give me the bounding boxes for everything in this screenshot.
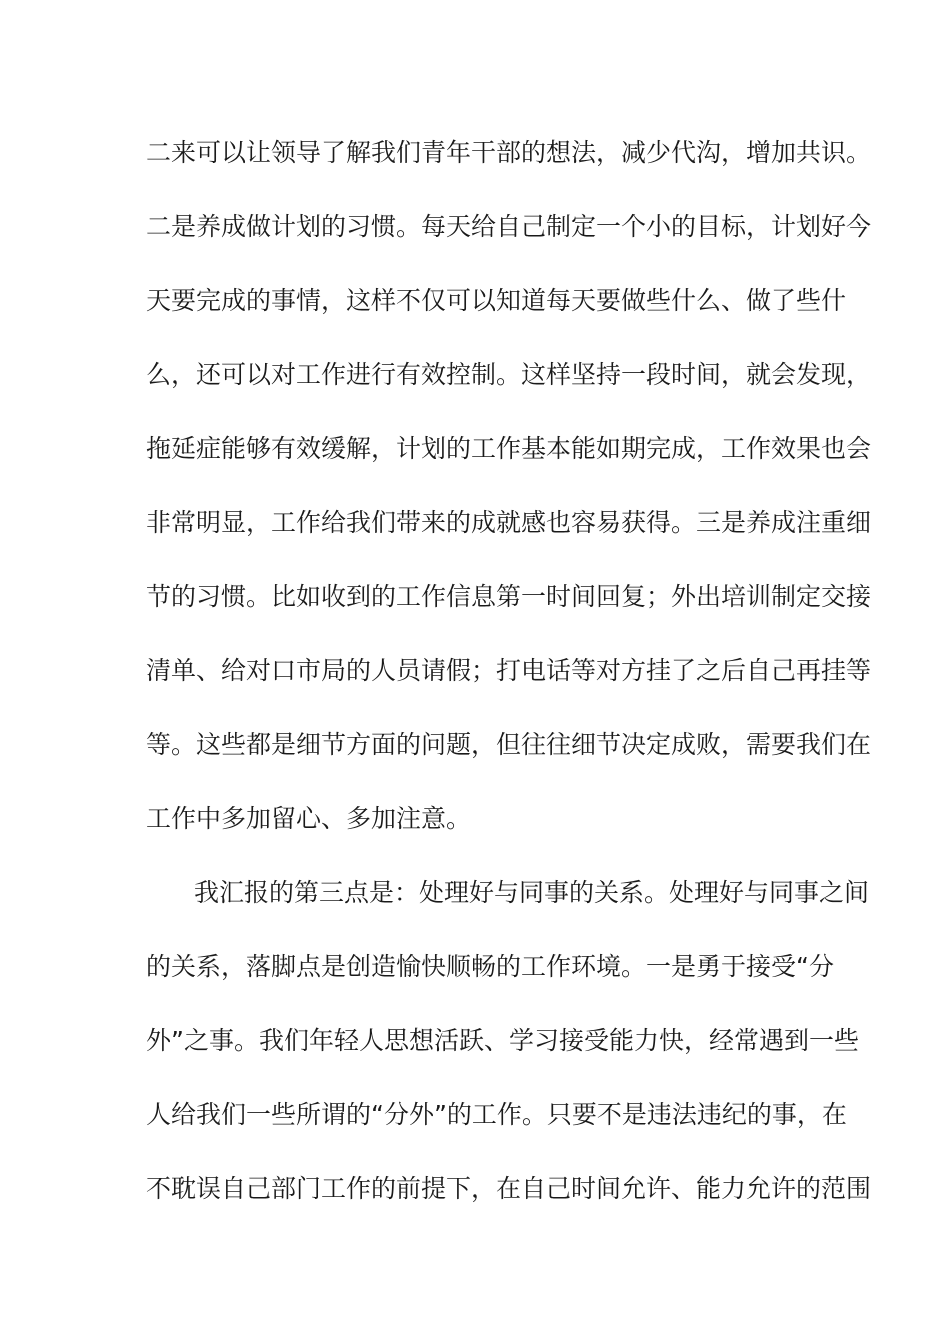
text-line: 节的习惯。比如收到的工作信息第一时间回复；外出培训制定交接	[146, 582, 872, 611]
text-line: 不耽误自己部门工作的前提下，在自己时间允许、能力允许的范围	[146, 1174, 872, 1203]
text-line: 工作中多加留心、多加注意。	[146, 804, 472, 833]
text-line: 二是养成做计划的习惯。每天给自己制定一个小的目标，计划好今	[146, 212, 872, 241]
text-line: 么，还可以对工作进行有效控制。这样坚持一段时间，就会发现，	[146, 360, 872, 389]
text-line: 清单、给对口市局的人员请假；打电话等对方挂了之后自己再挂等	[146, 656, 872, 685]
text-line: 天要完成的事情，这样不仅可以知道每天要做些什么、做了些什	[146, 286, 847, 315]
text-line: 外”之事。我们年轻人思想活跃、学习接受能力快，经常遇到一些	[146, 1026, 859, 1055]
paragraph-first-line: 我汇报的第三点是：处理好与同事的关系。处理好与同事之间	[194, 878, 870, 907]
text-line: 二来可以让领导了解我们青年干部的想法，减少代沟，增加共识。	[146, 138, 872, 167]
text-line: 等。这些都是细节方面的问题，但往往细节决定成败，需要我们在	[146, 730, 872, 759]
text-line: 的关系，落脚点是创造愉快顺畅的工作环境。一是勇于接受“分	[146, 952, 834, 981]
text-line: 拖延症能够有效缓解，计划的工作基本能如期完成，工作效果也会	[146, 434, 872, 463]
text-line: 非常明显，工作给我们带来的成就感也容易获得。三是养成注重细	[146, 508, 872, 537]
text-line: 人给我们一些所谓的“分外”的工作。只要不是违法违纪的事，在	[146, 1100, 847, 1129]
